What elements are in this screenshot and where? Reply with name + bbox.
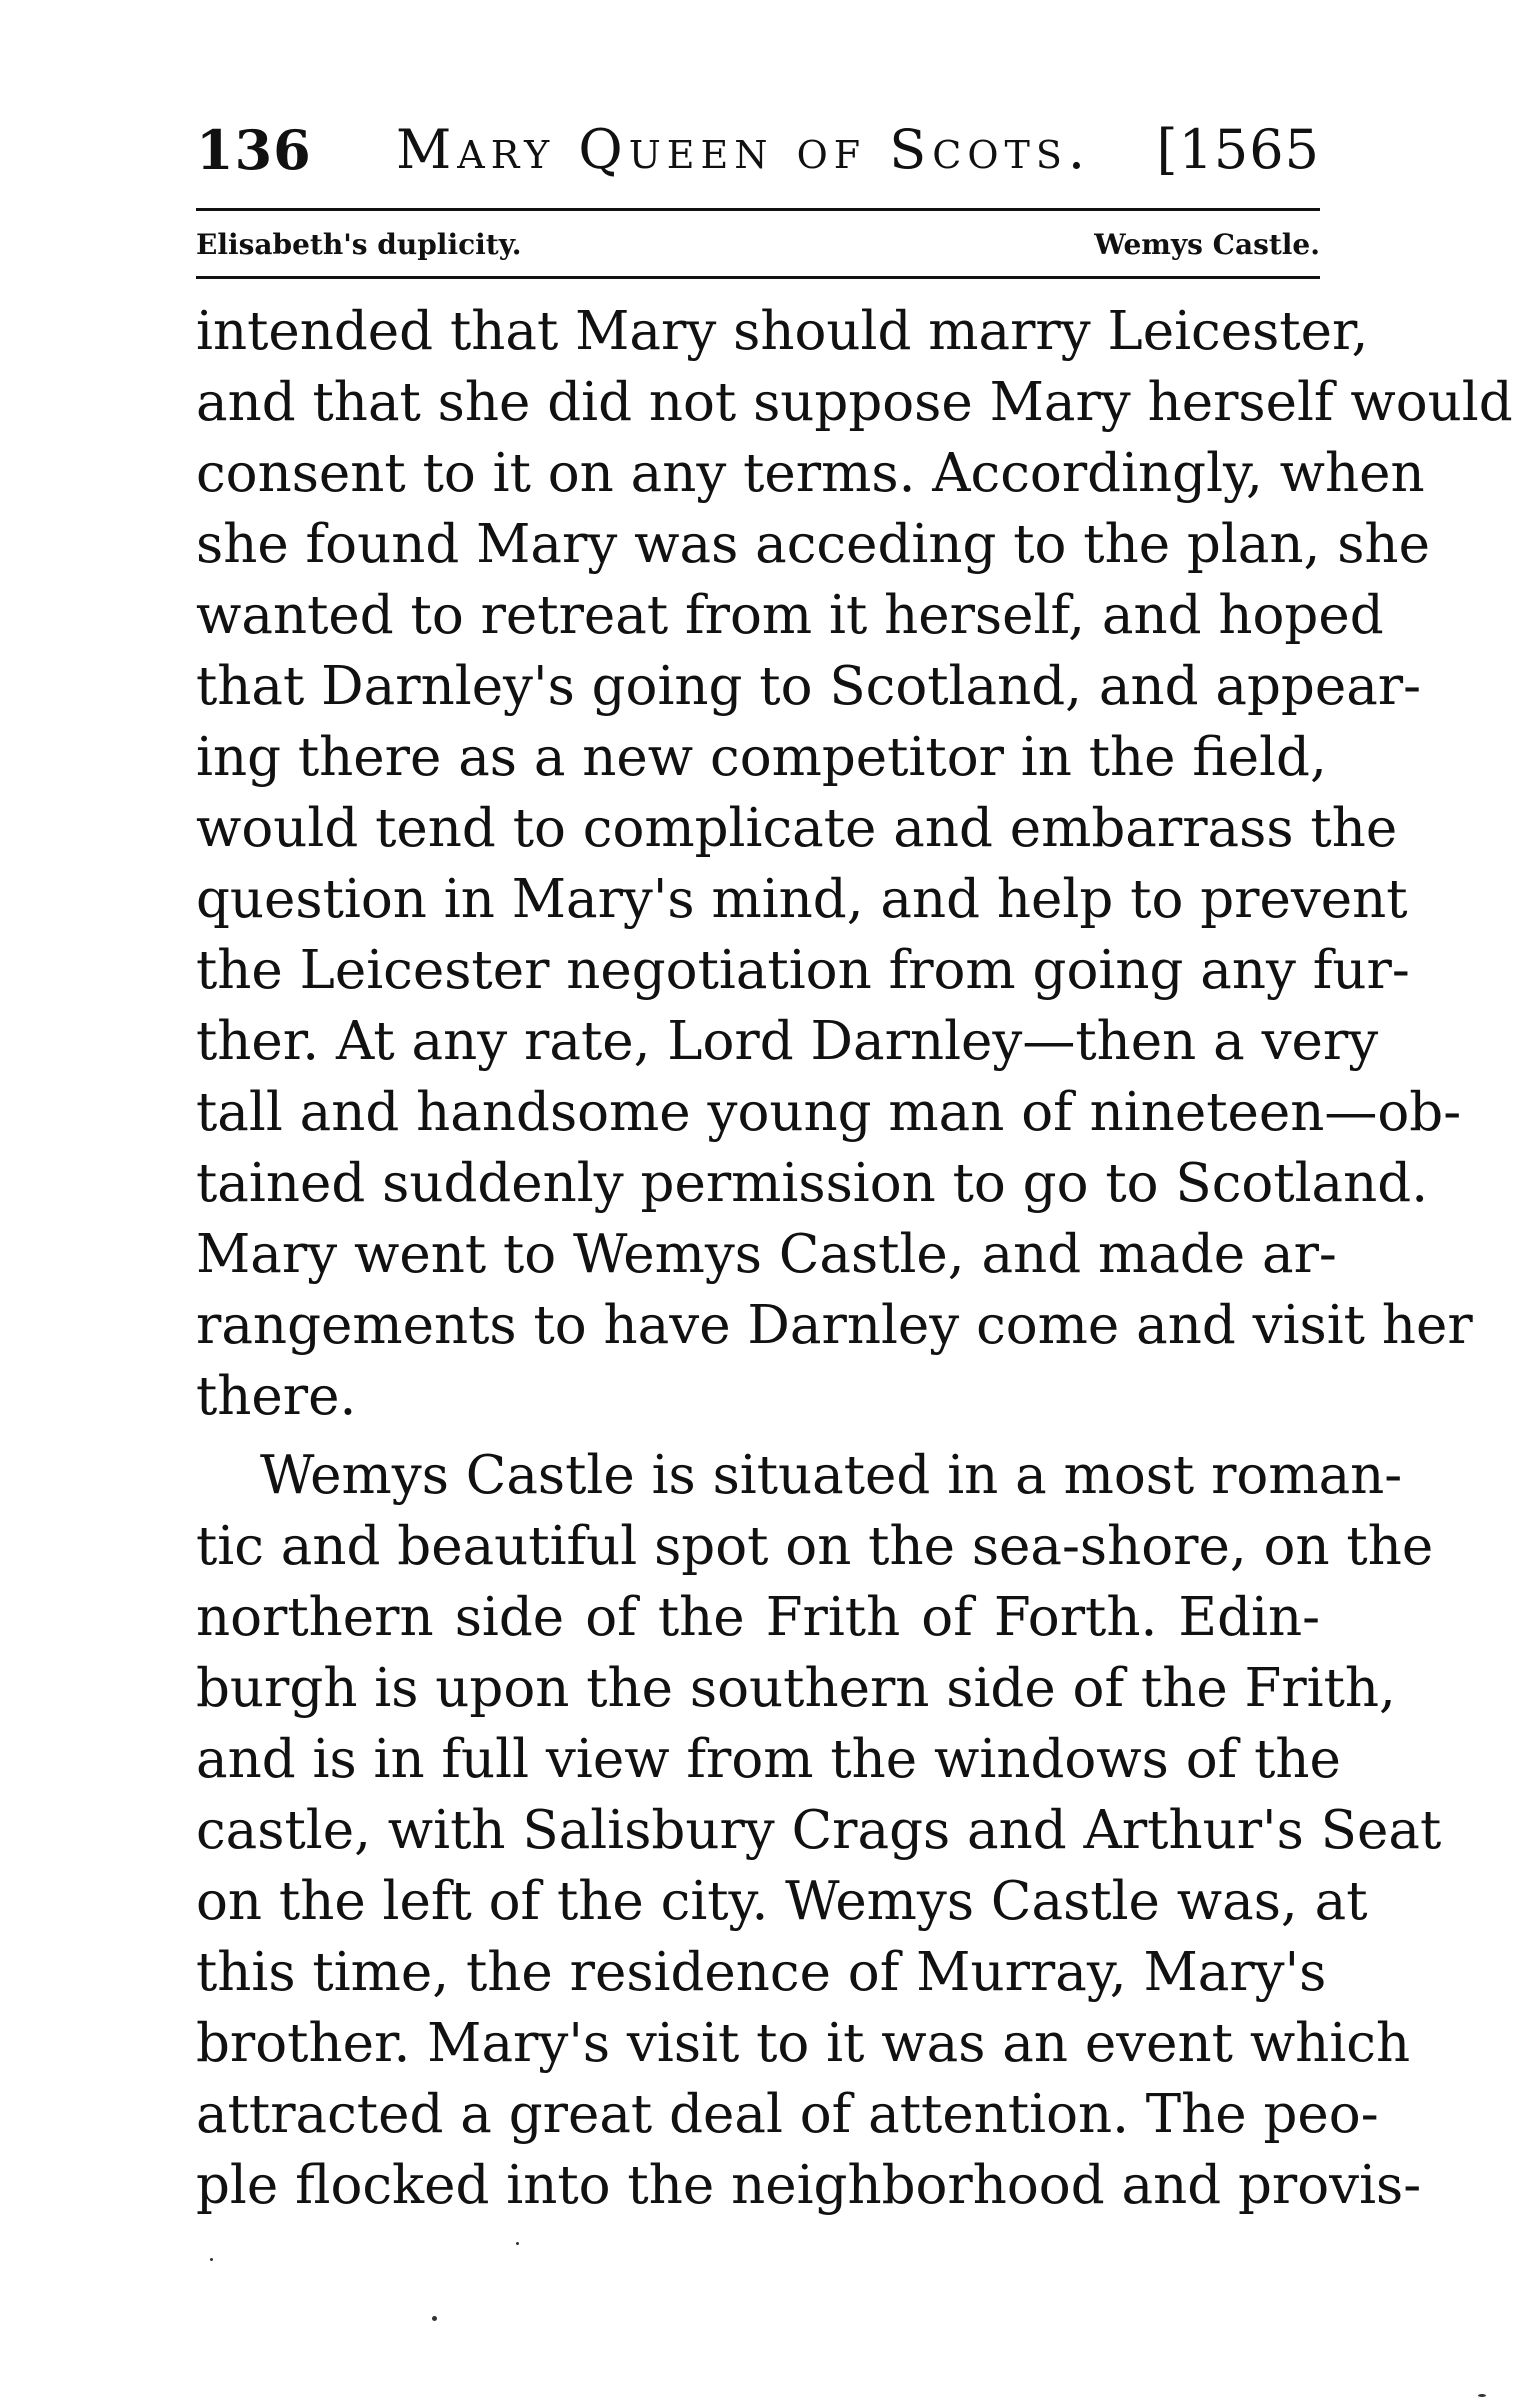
running-title: Mary Queen of Scots. — [396, 118, 1092, 181]
text-line: tall and handsome young man of nineteen—ob- — [196, 1082, 1462, 1143]
text-line: Mary went to Wemys Castle, and made ar- — [196, 1224, 1337, 1285]
header-rule-bottom — [196, 276, 1320, 279]
text-line: ple flocked into the neighborhood and provis- — [196, 2155, 1422, 2216]
text-line: tic and beautiful spot on the sea-shore, on the — [196, 1516, 1434, 1577]
header-year: [1565 — [1156, 118, 1320, 181]
text-line: intended that Mary should marry Leicester, — [196, 301, 1369, 362]
paragraph-2 — [196, 1440, 1442, 2221]
paragraph-1 — [196, 296, 1513, 1432]
text-line: burgh is upon the southern side of the Frith, — [196, 1658, 1396, 1719]
text-line: Wemys Castle is situated in a most roman- — [260, 1445, 1403, 1506]
text-line: ing there as a new competitor in the field, — [196, 727, 1327, 788]
text-line: this time, the residence of Murray, Mary's — [196, 1942, 1327, 2003]
text-line: and that she did not suppose Mary herself would — [196, 372, 1513, 433]
text-line: northern side of the Frith of Forth. Edin- — [196, 1587, 1320, 1648]
text-line: ther. At any rate, Lord Darnley—then a very — [196, 1011, 1379, 1072]
text-line: consent to it on any terms. Accordingly, when — [196, 443, 1425, 504]
scan-speck — [516, 2242, 519, 2245]
scan-speck — [210, 2258, 213, 2261]
text-line: rangements to have Darnley come and visit her — [196, 1295, 1473, 1356]
text-line: tained suddenly permission to go to Scotland. — [196, 1153, 1429, 1214]
text-line: question in Mary's mind, and help to prevent — [196, 869, 1408, 930]
running-header — [196, 118, 1320, 198]
text-line: that Darnley's going to Scotland, and appear- — [196, 656, 1422, 717]
scan-speck — [432, 2316, 437, 2321]
page-number: 136 — [196, 118, 312, 182]
text-line: the Leicester negotiation from going any fur- — [196, 940, 1410, 1001]
text-line: brother. Mary's visit to it was an event which — [196, 2013, 1411, 2074]
text-line: castle, with Salisbury Crags and Arthur's Seat — [196, 1800, 1442, 1861]
subhead-right: Wemys Castle. — [1094, 228, 1320, 261]
body-text — [196, 296, 1513, 2221]
text-line: on the left of the city. Wemys Castle was, at — [196, 1871, 1368, 1932]
text-line: she found Mary was acceding to the plan, she — [196, 514, 1430, 575]
text-line: would tend to complicate and embarrass the — [196, 798, 1398, 859]
paragraph-gap — [196, 1432, 1320, 1440]
text-line: and is in full view from the windows of the — [196, 1729, 1341, 1790]
text-line: wanted to retreat from it herself, and hoped — [196, 585, 1384, 646]
marginal-subheads — [196, 222, 1320, 270]
scan-speck — [1478, 2394, 1486, 2397]
header-rule-top — [196, 208, 1320, 211]
text-line: there. — [196, 1366, 357, 1427]
text-line: attracted a great deal of attention. The peo- — [196, 2084, 1379, 2145]
subhead-left: Elisabeth's duplicity. — [196, 228, 522, 261]
